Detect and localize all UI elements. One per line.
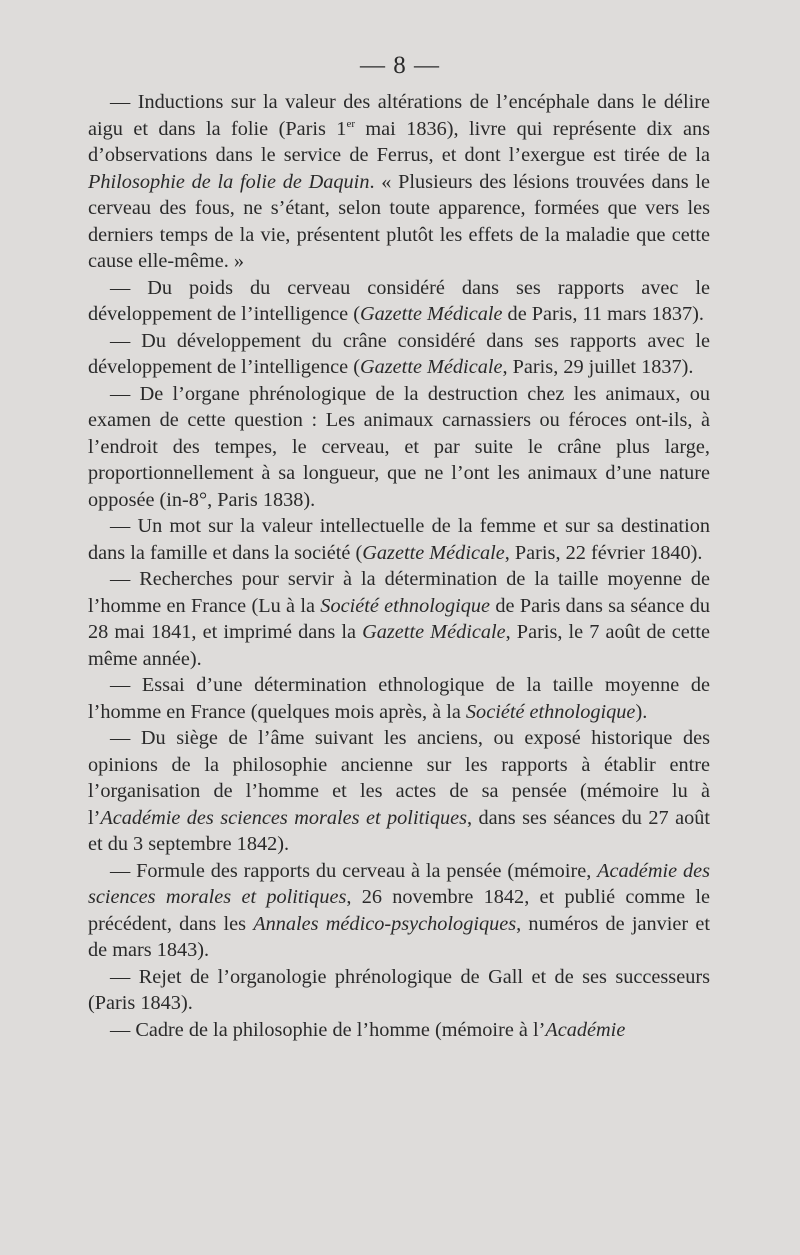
- bibliography-text: [88, 89, 710, 1043]
- entry-text: de Paris dans sa séance du 28 mai 1841, et imprimé dans la: [88, 594, 710, 643]
- entry-text: — Du développement du crâne considéré dans ses rapports avec le développement de l’intelligence (: [88, 329, 710, 378]
- entry-3: [88, 328, 710, 381]
- entry-text: , dans ses séances du 27 août et du 3 septembre 1842).: [88, 806, 710, 855]
- entry-text: , Paris, le 7 août de cette même année).: [88, 621, 710, 670]
- entry-italic: Gazette Médicale: [362, 541, 505, 564]
- entry-italic: Gazette Médicale: [362, 621, 506, 643]
- entry-text: — Formule des rapports du cerveau à la pensée (mémoire,: [110, 859, 598, 882]
- entry-6: [88, 566, 710, 672]
- entry-2: [88, 275, 710, 328]
- entry-4: [88, 381, 710, 514]
- entry-italic: Gazette Médicale: [360, 356, 503, 378]
- entry-text: — Essai d’une détermination ethnologique de la taille moyenne de l’homme en France (quelques mois après, à la: [88, 674, 710, 723]
- entry-7: [88, 672, 710, 725]
- entry-italic: Gazette Médicale: [360, 303, 503, 325]
- entry-text: mai 1836), livre qui représente dix ans d’observations dans le service de Ferrus, et dont l’exergue est tirée de la: [88, 117, 710, 166]
- entry-text: de Paris, 11 mars 1837).: [502, 303, 704, 325]
- entry-text: — Du poids du cerveau considéré dans ses rapports avec le développement de l’intelligence (: [88, 276, 710, 325]
- entry-11: [88, 1017, 710, 1044]
- entry-text: ).: [635, 700, 648, 723]
- entry-italic: Académie des sciences morales et politiques: [88, 859, 710, 908]
- entry-text: . « Plusieurs des lésions trouvées dans le cerveau des fous, ne s’étant, selon toute apparence, formées que vers les derniers temps de la vie, présentent plutôt les effets de la maladie que cette cause elle-même. »: [88, 170, 711, 272]
- entry-text: , 26 novembre 1842, et publié comme le précédent, dans les: [88, 886, 711, 935]
- entry-1: [88, 89, 710, 275]
- entry-text: — Recherches pour servir à la détermination de la taille moyenne de l’homme en France (Lu à la: [88, 568, 710, 617]
- entry-text: — Cadre de la philosophie de l’homme (mémoire à l’: [110, 1018, 546, 1041]
- entry-italic: Annales médico-psychologiques: [253, 912, 517, 935]
- entry-9: [88, 858, 710, 964]
- entry-text: — De l’organe phrénologique de la destruction chez les animaux, ou examen de cette question : Les animaux carnassiers ou féroces ont-ils, à l’endroit des tempes, le cerveau, et par suite le crâne plus large, proportionnellement à sa longueur, que ne l’ont les animaux d’une nature opposée (in-8°, Paris 1838).: [88, 382, 710, 511]
- entry-text: — Inductions sur la valeur des altérations de l’encéphale dans le délire aigu et dans la folie (Paris 1: [88, 91, 710, 140]
- entry-text: , Paris, 29 juillet 1837).: [502, 356, 694, 378]
- superscript: er: [346, 117, 355, 130]
- entry-5: [88, 513, 710, 566]
- entry-italic: Philosophie de la folie de Daquin: [88, 170, 370, 193]
- entry-text: — Un mot sur la valeur intellectuelle de la femme et sur sa destination dans la famille et dans la société (: [88, 515, 710, 564]
- page-number: — 8 —: [360, 52, 440, 79]
- entry-text: — Du siège de l’âme suivant les anciens, ou exposé historique des opinions de la philosophie ancienne sur les rapports à établir entre l’organisation de l’homme et les actes de sa pensée (mémoire lu à l’: [88, 727, 710, 829]
- entry-italic: Académie des sciences morales et politiques: [100, 806, 468, 829]
- entry-text: , Paris, 22 février 1840).: [504, 541, 703, 564]
- entry-text: , numéros de janvier et de mars 1843).: [88, 912, 710, 961]
- entry-text: — Rejet de l’organologie phrénologique de Gall et de ses successeurs (Paris 1843).: [88, 965, 710, 1014]
- entry-10: [88, 964, 710, 1017]
- entry-italic: Académie: [545, 1018, 626, 1041]
- entry-italic: Société ethnologique: [320, 594, 491, 617]
- entry-8: [88, 725, 710, 858]
- entry-italic: Société ethnologique: [465, 700, 636, 723]
